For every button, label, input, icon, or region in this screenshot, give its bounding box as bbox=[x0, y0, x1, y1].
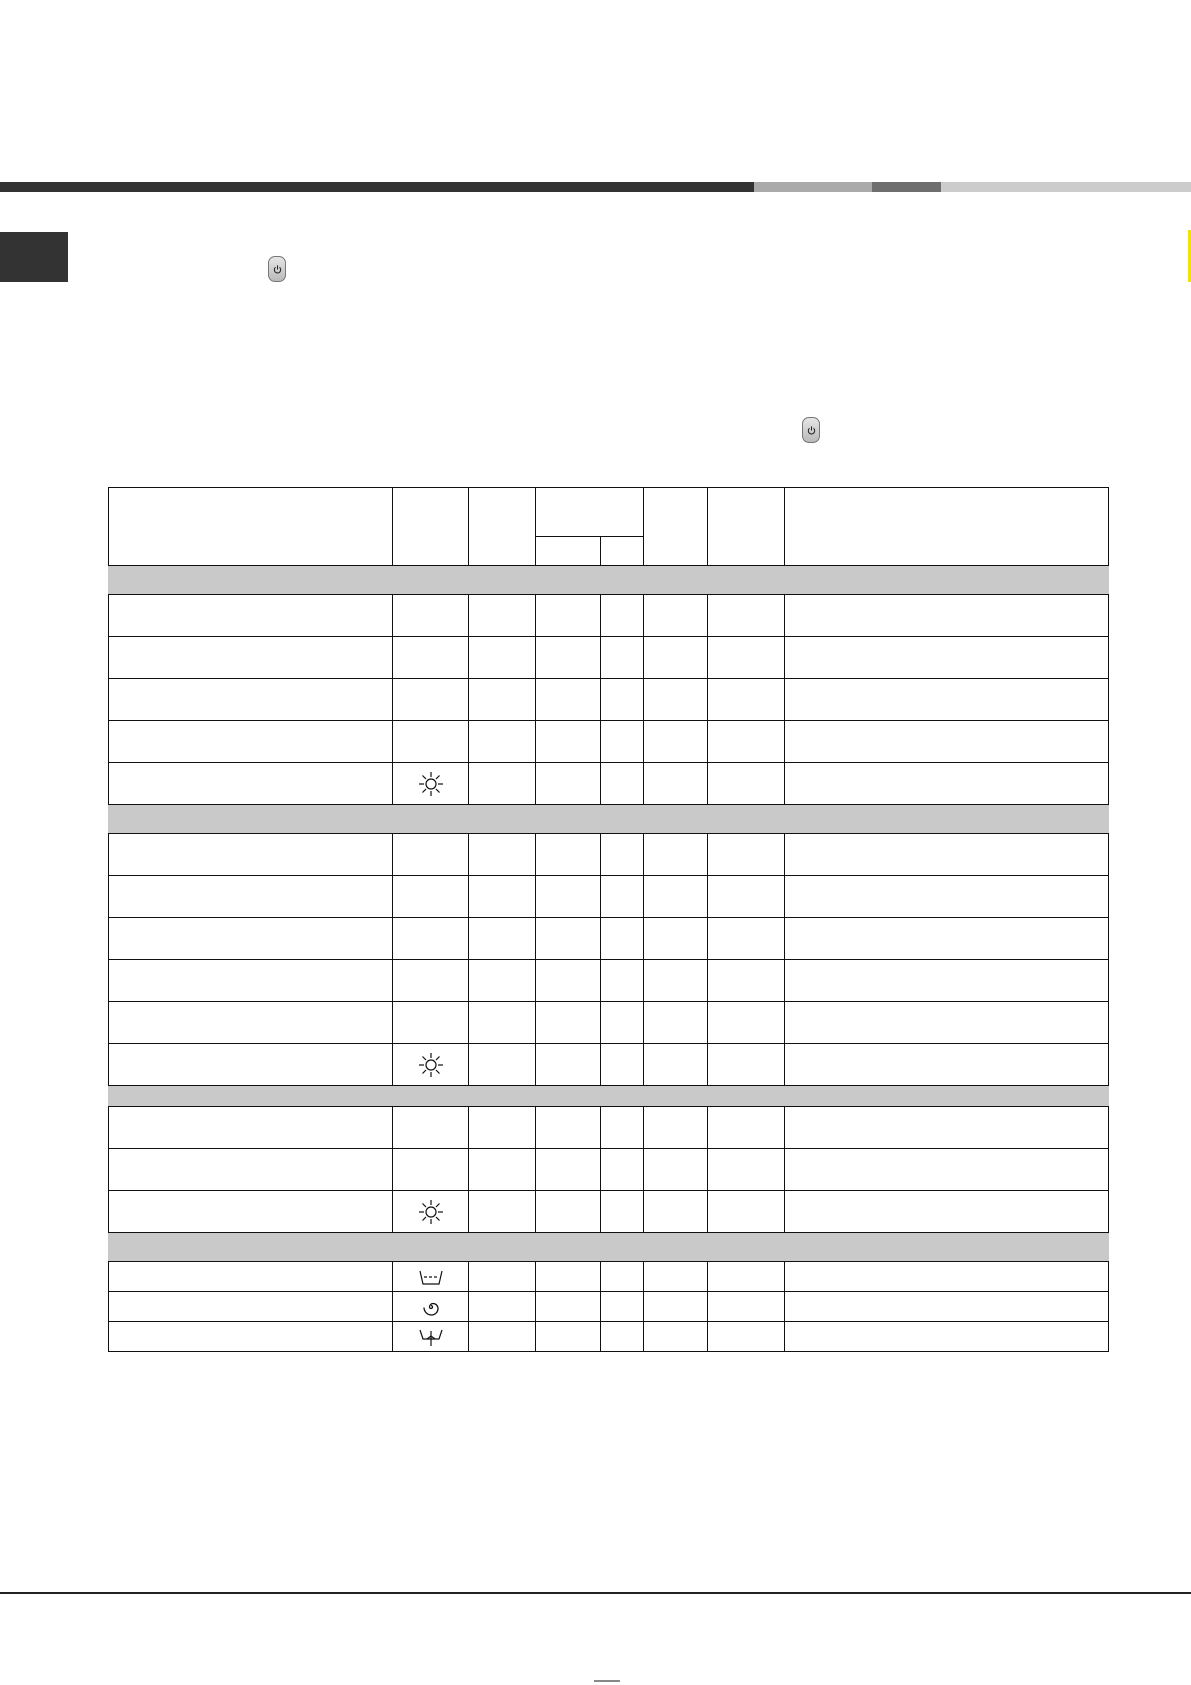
table-cell bbox=[644, 1149, 708, 1191]
table-cell bbox=[536, 960, 601, 1002]
table-cell bbox=[601, 960, 644, 1002]
table-cell bbox=[708, 1292, 785, 1322]
table-cell bbox=[785, 1149, 1109, 1191]
table-cell bbox=[708, 763, 785, 805]
table-cell bbox=[601, 876, 644, 918]
table-cell bbox=[785, 721, 1109, 763]
table-cell bbox=[601, 1044, 644, 1086]
table-cell bbox=[708, 1191, 785, 1233]
table-cell bbox=[785, 1191, 1109, 1233]
table-cell bbox=[785, 918, 1109, 960]
header-cell-6 bbox=[644, 488, 708, 566]
table-cell bbox=[536, 1002, 601, 1044]
table-cell bbox=[109, 763, 393, 805]
table-cell bbox=[708, 1002, 785, 1044]
table-cell bbox=[644, 1292, 708, 1322]
table-cell bbox=[644, 595, 708, 637]
table-cell bbox=[469, 918, 536, 960]
table-cell bbox=[708, 679, 785, 721]
table-cell bbox=[708, 637, 785, 679]
symbol-cell bbox=[393, 1322, 469, 1352]
table-cell bbox=[785, 1107, 1109, 1149]
table-row bbox=[109, 876, 1109, 918]
header-cell-programme bbox=[109, 488, 393, 566]
rinse-tub-icon bbox=[418, 1268, 444, 1286]
section-band bbox=[109, 1086, 1109, 1107]
header-bar-segment-1 bbox=[0, 182, 754, 192]
table-cell bbox=[644, 1044, 708, 1086]
table-cell bbox=[644, 679, 708, 721]
table-cell bbox=[536, 1149, 601, 1191]
sun-icon bbox=[418, 1199, 444, 1225]
table-row bbox=[109, 960, 1109, 1002]
table-row bbox=[109, 721, 1109, 763]
table-cell bbox=[109, 721, 393, 763]
table-cell bbox=[785, 595, 1109, 637]
table-cell bbox=[109, 1044, 393, 1086]
table-row bbox=[109, 1107, 1109, 1149]
table-cell bbox=[644, 1191, 708, 1233]
header-cell-symbol bbox=[393, 488, 469, 566]
table-cell bbox=[469, 1149, 536, 1191]
table-row bbox=[109, 1002, 1109, 1044]
table-cell bbox=[109, 1262, 393, 1292]
table-cell bbox=[708, 1149, 785, 1191]
symbol-cell bbox=[393, 1191, 469, 1233]
table-cell bbox=[536, 1292, 601, 1322]
table-cell bbox=[785, 1322, 1109, 1352]
table-cell bbox=[644, 1262, 708, 1292]
table-row bbox=[109, 1322, 1109, 1352]
table-cell bbox=[644, 876, 708, 918]
table-cell bbox=[469, 637, 536, 679]
power-icon bbox=[802, 417, 820, 443]
table-cell bbox=[644, 763, 708, 805]
table-cell bbox=[708, 1044, 785, 1086]
table-cell bbox=[109, 1002, 393, 1044]
table-row bbox=[109, 1149, 1109, 1191]
table-cell bbox=[109, 834, 393, 876]
symbol-cell bbox=[393, 1002, 469, 1044]
power-icon bbox=[268, 256, 286, 282]
table-cell bbox=[536, 637, 601, 679]
symbol-cell bbox=[393, 876, 469, 918]
table-cell bbox=[536, 1262, 601, 1292]
table-cell bbox=[109, 1292, 393, 1322]
table-cell bbox=[644, 960, 708, 1002]
header-subcell-2 bbox=[601, 537, 644, 566]
header-cell-group bbox=[536, 488, 644, 537]
table-cell bbox=[708, 1107, 785, 1149]
table-cell bbox=[644, 1002, 708, 1044]
header-cell-3 bbox=[469, 488, 536, 566]
table-cell bbox=[536, 876, 601, 918]
table-cell bbox=[601, 1107, 644, 1149]
drain-tub-icon bbox=[418, 1327, 444, 1347]
table-cell bbox=[708, 834, 785, 876]
table-cell bbox=[785, 1292, 1109, 1322]
section-band bbox=[109, 1233, 1109, 1262]
table-cell bbox=[601, 1191, 644, 1233]
sun-icon bbox=[418, 771, 444, 797]
table-cell bbox=[109, 1191, 393, 1233]
header-bar-segment-3 bbox=[872, 182, 941, 192]
table-cell bbox=[536, 1322, 601, 1352]
symbol-cell bbox=[393, 1149, 469, 1191]
table-row bbox=[109, 1044, 1109, 1086]
table-cell bbox=[708, 960, 785, 1002]
table-cell bbox=[109, 595, 393, 637]
table-row bbox=[109, 918, 1109, 960]
table-cell bbox=[469, 1322, 536, 1352]
table-cell bbox=[601, 1262, 644, 1292]
table-cell bbox=[469, 1262, 536, 1292]
section-band-label bbox=[109, 566, 1109, 595]
section-band bbox=[109, 805, 1109, 834]
table-cell bbox=[601, 918, 644, 960]
table-cell bbox=[785, 1262, 1109, 1292]
table-cell bbox=[469, 1002, 536, 1044]
symbol-cell bbox=[393, 1044, 469, 1086]
table-cell bbox=[109, 918, 393, 960]
table-cell bbox=[601, 595, 644, 637]
footer-rule bbox=[0, 1592, 1191, 1594]
symbol-cell bbox=[393, 763, 469, 805]
table-cell bbox=[644, 918, 708, 960]
table-cell bbox=[601, 679, 644, 721]
table-cell bbox=[469, 721, 536, 763]
table-cell bbox=[536, 721, 601, 763]
table-cell bbox=[536, 1044, 601, 1086]
table-cell bbox=[109, 876, 393, 918]
table-cell bbox=[109, 1149, 393, 1191]
spiral-spin-icon bbox=[421, 1297, 441, 1317]
table-cell bbox=[469, 1044, 536, 1086]
language-tab bbox=[0, 232, 68, 282]
symbol-cell bbox=[393, 1107, 469, 1149]
symbol-cell bbox=[393, 1292, 469, 1322]
table-row bbox=[109, 637, 1109, 679]
table-header-row bbox=[109, 488, 1109, 537]
table-cell bbox=[785, 960, 1109, 1002]
table-row bbox=[109, 595, 1109, 637]
table-cell bbox=[109, 637, 393, 679]
table-cell bbox=[601, 834, 644, 876]
table-cell bbox=[785, 834, 1109, 876]
table-row bbox=[109, 1292, 1109, 1322]
table-cell bbox=[601, 1002, 644, 1044]
symbol-cell bbox=[393, 1262, 469, 1292]
table-row bbox=[109, 834, 1109, 876]
table-cell bbox=[536, 763, 601, 805]
table-cell bbox=[469, 595, 536, 637]
table-cell bbox=[109, 679, 393, 721]
table-cell bbox=[536, 1191, 601, 1233]
table-cell bbox=[785, 679, 1109, 721]
symbol-cell bbox=[393, 960, 469, 1002]
symbol-cell bbox=[393, 637, 469, 679]
programme-table bbox=[108, 487, 1109, 1352]
symbol-cell bbox=[393, 834, 469, 876]
table-cell bbox=[469, 876, 536, 918]
table-cell bbox=[469, 834, 536, 876]
section-band-label bbox=[109, 805, 1109, 834]
table-cell bbox=[785, 763, 1109, 805]
table-cell bbox=[601, 1322, 644, 1352]
table-row bbox=[109, 1191, 1109, 1233]
table-cell bbox=[708, 876, 785, 918]
table-cell bbox=[644, 721, 708, 763]
table-cell bbox=[644, 1107, 708, 1149]
table-cell bbox=[469, 960, 536, 1002]
table-cell bbox=[469, 1292, 536, 1322]
table-cell bbox=[785, 1044, 1109, 1086]
table-row bbox=[109, 1262, 1109, 1292]
table-cell bbox=[536, 834, 601, 876]
table-cell bbox=[469, 1107, 536, 1149]
table-cell bbox=[109, 1322, 393, 1352]
symbol-cell bbox=[393, 918, 469, 960]
symbol-cell bbox=[393, 721, 469, 763]
table-cell bbox=[708, 1262, 785, 1292]
section-band-label bbox=[109, 1086, 1109, 1107]
table-cell bbox=[601, 763, 644, 805]
header-bar-segment-2 bbox=[754, 182, 872, 192]
table-cell bbox=[469, 679, 536, 721]
header-subcell-1 bbox=[536, 537, 601, 566]
table-cell bbox=[644, 637, 708, 679]
table-cell bbox=[785, 637, 1109, 679]
section-band bbox=[109, 566, 1109, 595]
symbol-cell bbox=[393, 595, 469, 637]
table-cell bbox=[785, 1002, 1109, 1044]
table-cell bbox=[644, 1322, 708, 1352]
header-cell-notes bbox=[785, 488, 1109, 566]
symbol-cell bbox=[393, 679, 469, 721]
table-cell bbox=[708, 918, 785, 960]
table-cell bbox=[536, 595, 601, 637]
table-cell bbox=[785, 876, 1109, 918]
table-cell bbox=[708, 1322, 785, 1352]
table-cell bbox=[469, 1191, 536, 1233]
table-cell bbox=[601, 1292, 644, 1322]
table-cell bbox=[601, 637, 644, 679]
table-cell bbox=[109, 960, 393, 1002]
table-cell bbox=[601, 721, 644, 763]
header-cell-7 bbox=[708, 488, 785, 566]
table-cell bbox=[601, 1149, 644, 1191]
table-cell bbox=[536, 918, 601, 960]
table-cell bbox=[469, 763, 536, 805]
section-band-label bbox=[109, 1233, 1109, 1262]
table-cell bbox=[644, 834, 708, 876]
table-cell bbox=[708, 595, 785, 637]
table-row bbox=[109, 679, 1109, 721]
table-cell bbox=[536, 1107, 601, 1149]
table-cell bbox=[708, 721, 785, 763]
table-row bbox=[109, 763, 1109, 805]
table-cell bbox=[536, 679, 601, 721]
table-cell bbox=[109, 1107, 393, 1149]
page-mark bbox=[594, 1680, 620, 1682]
sun-icon bbox=[418, 1052, 444, 1078]
header-bar-segment-4 bbox=[941, 182, 1191, 192]
